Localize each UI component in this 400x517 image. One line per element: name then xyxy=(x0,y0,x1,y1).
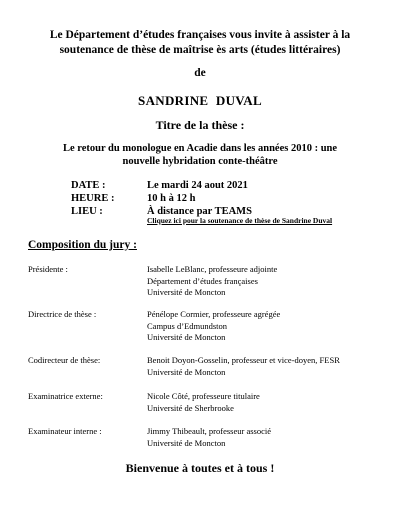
jury-member-info xyxy=(147,355,340,378)
jury-heading: Composition du jury : xyxy=(28,239,137,251)
member-line: Université de Sherbrooke xyxy=(147,402,234,413)
place-label: LIEU : xyxy=(71,206,103,217)
invitation-text xyxy=(20,28,380,58)
jury-role: Examinatrice externe: xyxy=(28,391,103,401)
thesis-heading: Titre de la thèse : xyxy=(155,118,245,132)
jury-member-info xyxy=(147,391,260,414)
date-value: Le mardi 24 aout 2021 xyxy=(147,180,248,191)
member-line: Isabelle LeBlanc, professeure adjointe xyxy=(147,264,278,274)
jury-role: Codirecteur de thèse: xyxy=(28,355,101,365)
member-line: Université de Moncton xyxy=(147,366,226,377)
member-line: Benoit Doyon-Gosselin, professeur et vice-doyen, FESR xyxy=(147,355,340,365)
welcome-text: Bienvenue à toutes et à tous ! xyxy=(125,461,275,475)
defense-link[interactable]: Cliquez ici pour la soutenance de thèse de Sandrine Duval xyxy=(147,216,333,225)
jury-role: Examinateur interne : xyxy=(28,426,102,436)
jury-member-info xyxy=(147,309,280,344)
jury-role: Présidente : xyxy=(28,264,68,274)
member-line: Jimmy Thibeault, professeur associé xyxy=(147,426,272,436)
time-label: HEURE : xyxy=(71,193,115,204)
de-word: de xyxy=(194,67,206,79)
invitation-line-2: soutenance de thèse de maîtrise ès arts (études littéraires) xyxy=(59,44,341,56)
thesis-title-line-1: Le retour du monologue en Acadie dans les années 2010 : une xyxy=(62,143,338,154)
member-line: Université de Moncton xyxy=(147,437,226,448)
candidate-name: SANDRINE DUVAL xyxy=(138,93,262,108)
jury-member-info xyxy=(147,426,271,449)
time-value: 10 h à 12 h xyxy=(147,193,196,204)
thesis-title xyxy=(20,142,380,168)
member-line: Pénélope Cormier, professeure agrégée xyxy=(147,309,281,319)
member-line: Université de Moncton xyxy=(147,332,226,342)
member-line: Nicole Côté, professeure titulaire xyxy=(147,391,260,401)
thesis-title-line-2: nouvelle hybridation conte-théâtre xyxy=(122,156,278,167)
invitation-line-1: Le Département d’études françaises vous invite à assister à la xyxy=(49,29,351,41)
member-line: Université de Moncton xyxy=(147,287,226,297)
member-line: Campus d’Edmundston xyxy=(147,320,228,331)
jury-member-info xyxy=(147,264,277,299)
date-label: DATE : xyxy=(71,180,106,191)
jury-role: Directrice de thèse : xyxy=(28,309,97,319)
place-value: À distance par TEAMS xyxy=(147,206,252,217)
member-line: Département d’études françaises xyxy=(147,275,258,286)
